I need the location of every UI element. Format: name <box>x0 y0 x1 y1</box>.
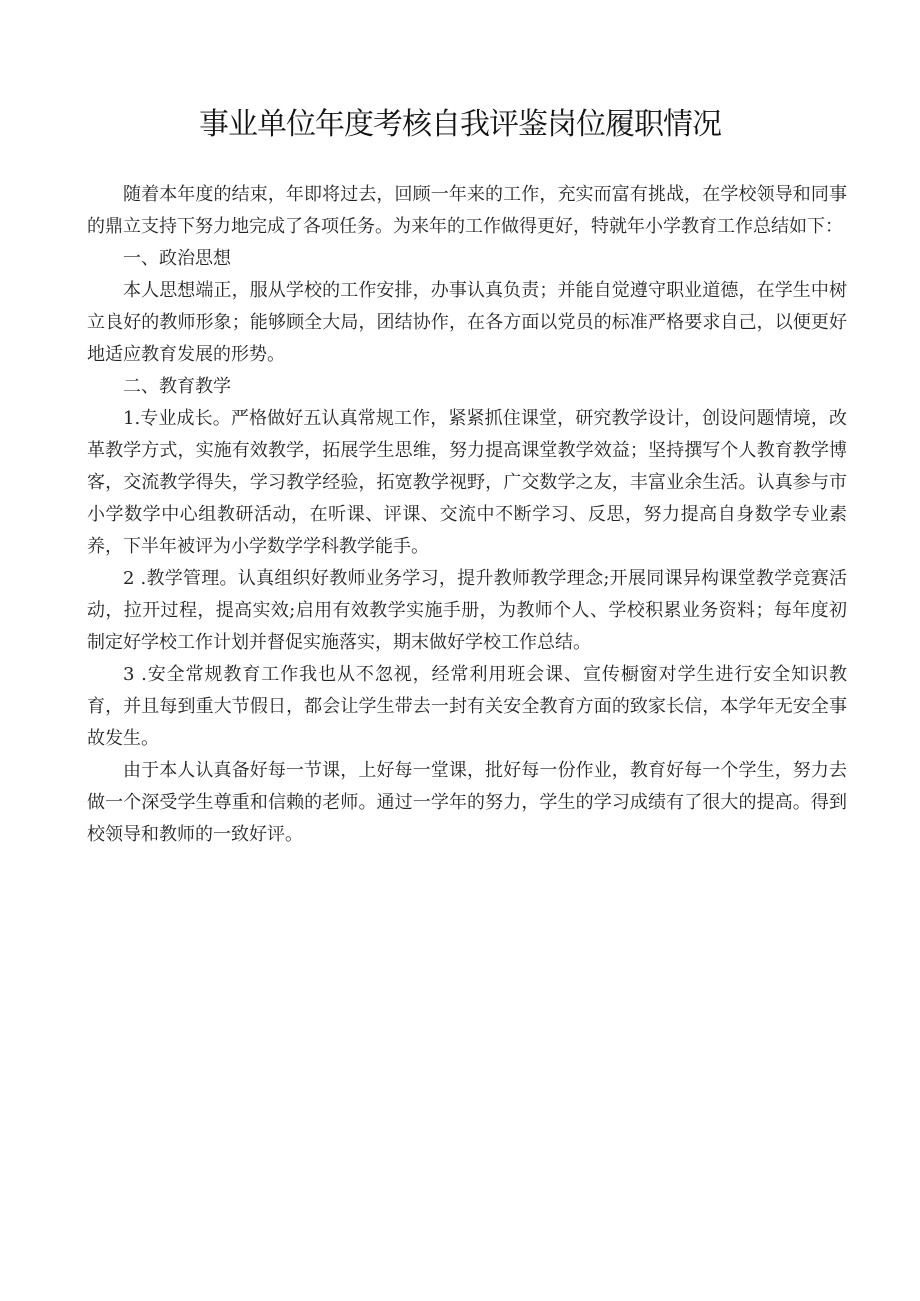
politics-paragraph: 本人思想端正，服从学校的工作安排，办事认真负责；并能自觉遵守职业道德，在学生中树立良好的教师形象；能够顾全大局，团结协作，在各方面以党员的标准严格要求自己，以便更好地适应教育发展的形势。 <box>87 280 847 365</box>
section-heading-politics: 一、政治思想 <box>123 248 231 269</box>
section-heading-teaching: 二、教育教学 <box>123 376 231 397</box>
teaching-item-2: 2 .教学管理。认真组织好教师业务学习，提升教师教学理念;开展同课异构课堂教学竞赛活动，拉开过程，提高实效;启用有效教学实施手册，为教师个人、学校积累业务资料；每年度初制定好学校工作计划并督促实施落实，期末做好学校工作总结。 <box>87 568 847 653</box>
teaching-item-3: 3 .安全常规教育工作我也从不忽视，经常利用班会课、宣传橱窗对学生进行安全知识教育，并且每到重大节假日，都会让学生带去一封有关安全教育方面的致家长信，本学年无安全事故发生。 <box>87 664 847 749</box>
conclusion-paragraph: 由于本人认真备好每一节课，上好每一堂课，批好每一份作业，教育好每一个学生，努力去做一个深受学生尊重和信赖的老师。通过一学年的努力，学生的学习成绩有了很大的提高。得到校领导和教师的一致好评。 <box>87 760 847 845</box>
document-title: 事业单位年度考核自我评鉴岗位履职情况 <box>199 107 721 142</box>
intro-paragraph: 随着本年度的结束，年即将过去，回顾一年来的工作，充实而富有挑战，在学校领导和同事的鼎立支持下努力地完成了各项任务。为来年的工作做得更好，特就年小学教育工作总结如下： <box>87 184 847 237</box>
teaching-item-1: 1.专业成长。严格做好五认真常规工作，紧紧抓住课堂，研究教学设计，创设问题情境，改革教学方式，实施有效教学，拓展学生思维，努力提高课堂教学效益；坚持撰写个人教育教学博客，交流教学得失，学习教学经验，拓宽教学视野，广交数学之友，丰富业余生活。认真参与市小学数学中心组教研活动，在听课、评课、交流中不断学习、反思，努力提高自身数学专业素养，下半年被评为小学数学学科教学能手。 <box>87 408 847 557</box>
document-body <box>87 179 847 851</box>
